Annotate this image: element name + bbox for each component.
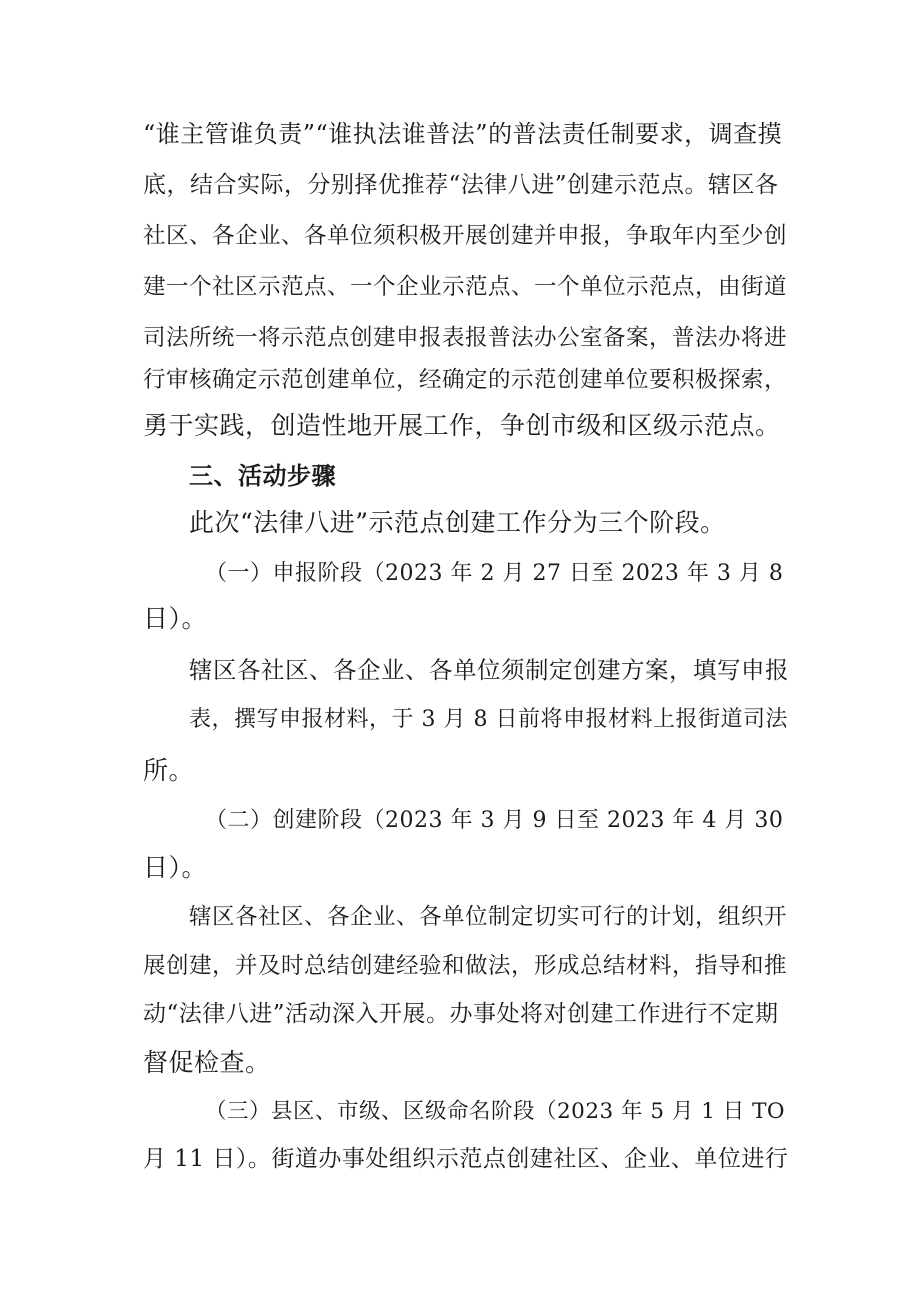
paragraph-text: 勇于实践，创造性地开展工作，争创市级和区级示范点。: [143, 411, 781, 440]
stage-2-title-text: （二）创建阶段（2023 年 3 月 9 日至 2023 年 4 月 30: [205, 808, 784, 833]
stage-2-body-line: [0, 996, 920, 1032]
stage-1-body-line: [0, 652, 920, 688]
paragraph-text: 司法所统一将示范点创建申报表报普法办公室备案，普法办将进: [143, 325, 788, 351]
stage-2-title-line: [0, 850, 920, 886]
stage-2-body-text: 动“法律八进”活动深入开展。办事处将对创建工作进行不定期: [143, 1001, 779, 1027]
stage-3-text: 月 11 日）。街道办事处组织示范点创建社区、企业、单位进行: [143, 1146, 789, 1172]
stage-1-title-line: [0, 601, 920, 637]
stage-1-body-text: 表，撰写申报材料，于 3 月 8 日前将申报材料上报街道司法: [189, 707, 788, 732]
paragraph-line: [0, 320, 920, 356]
stage-3-text: （三）县区、市级、区级命名阶段（2023 年 5 月 1 日 TO: [205, 1099, 786, 1124]
section-heading: [0, 458, 920, 494]
intro-text: 此次“法律八进”示范点创建工作分为三个阶段。: [189, 508, 726, 537]
paragraph-line: [0, 362, 920, 398]
stage-2-body-line: [0, 899, 920, 935]
stage-3-line: [0, 1094, 920, 1130]
stage-1-title-text: （一）申报阶段（2023 年 2 月 27 日至 2023 年 3 月 8: [205, 561, 784, 586]
stage-2-body-text: 督促检查。: [143, 1048, 271, 1077]
stage-1-body-text: 所。: [143, 756, 195, 785]
stage-1-body-text: 辖区各社区、各企业、各单位须制定创建方案，填写申报: [189, 656, 789, 684]
stage-2-body-line: [0, 1045, 920, 1081]
stage-2-body-text: 展创建，并及时总结创建经验和做法，形成总结材料，指导和推: [143, 953, 788, 979]
stage-3-line: [0, 1141, 920, 1177]
stage-2-body-text: 辖区各社区、各企业、各单位制定切实可行的计划，组织开: [189, 904, 788, 930]
paragraph-text: 底，结合实际，分别择优推荐“法律八进”创建示范点。辖区各: [143, 172, 779, 198]
stage-1-title-text: 日）。: [143, 604, 208, 633]
intro-line: [0, 505, 920, 541]
paragraph-text: “谁主管谁负责”“谁执法谁普法”的普法责任制要求，调查摸: [143, 120, 783, 148]
paragraph-line: [0, 218, 920, 254]
paragraph-line: [0, 116, 920, 152]
section-heading-text: 三、活动步骤: [189, 462, 336, 490]
paragraph-line: [0, 167, 920, 203]
stage-1-body-line: [0, 702, 920, 738]
stage-2-body-line: [0, 948, 920, 984]
paragraph-text: 建一个社区示范点、一个企业示范点、一个单位示范点，由街道: [143, 274, 788, 300]
paragraph-text: 行审核确定示范创建单位，经确定的示范创建单位要积极探索，: [143, 367, 788, 393]
paragraph-text: 社区、各企业、各单位须积极开展创建并申报，争取年内至少创: [143, 223, 788, 249]
stage-1-title-line: [0, 556, 920, 592]
stage-2-title-text: 日）。: [143, 853, 208, 882]
paragraph-line: [0, 269, 920, 305]
stage-2-title-line: [0, 803, 920, 839]
stage-1-body-line: [0, 753, 920, 789]
paragraph-line: [0, 408, 920, 444]
